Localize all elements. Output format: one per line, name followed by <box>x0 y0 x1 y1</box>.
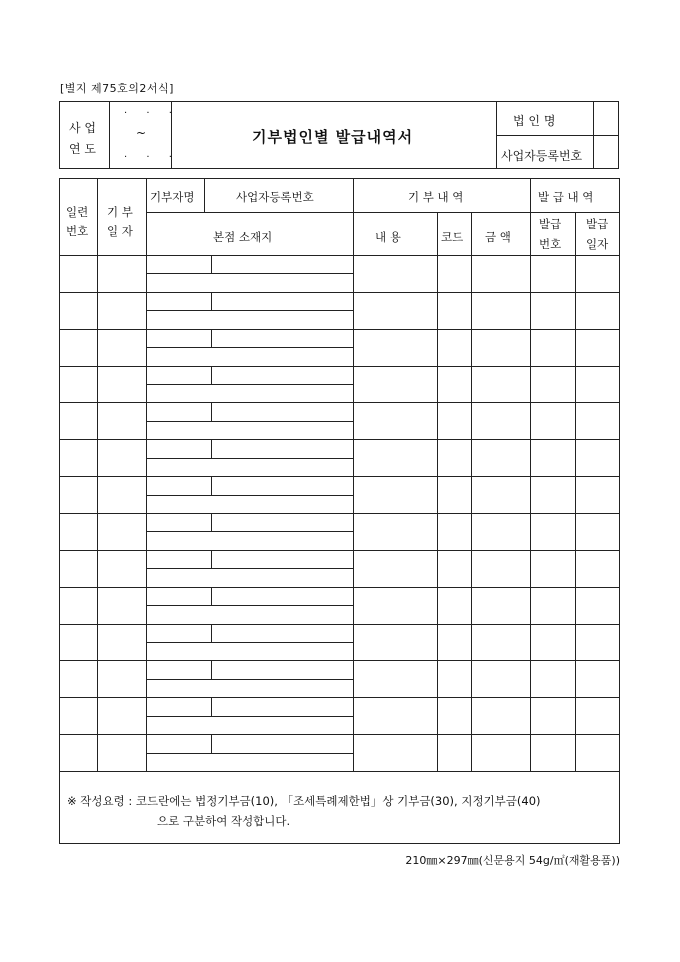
donor-cell-divider <box>211 292 212 310</box>
table-row[interactable] <box>60 550 620 587</box>
biz-reg-field[interactable] <box>595 136 679 169</box>
row-divider <box>60 292 620 293</box>
col-head-office: 본점 소재지 <box>213 230 273 244</box>
donor-cell-divider <box>211 439 212 457</box>
donor-cell-divider <box>211 402 212 420</box>
end-date-dots: · · · <box>124 152 180 163</box>
row-divider <box>60 697 620 698</box>
donor-cell-divider <box>211 550 212 568</box>
row-divider <box>60 660 620 661</box>
col-donor-name: 기부자명 <box>150 190 195 204</box>
row-subdivider <box>146 716 353 717</box>
row-subdivider <box>146 605 353 606</box>
donor-cell-divider <box>211 513 212 531</box>
col-divider <box>204 179 205 212</box>
table-row[interactable] <box>60 402 620 439</box>
donor-cell-divider <box>211 697 212 715</box>
document-title: 기부법인별 발급내역서 <box>252 128 414 146</box>
row-divider <box>60 366 620 367</box>
table-row[interactable] <box>60 660 620 697</box>
col-content: 내 용 <box>375 230 401 244</box>
row-divider <box>60 439 620 440</box>
row-subdivider <box>146 679 353 680</box>
donor-cell-divider <box>211 329 212 347</box>
group-issuance: 발 급 내 역 <box>538 190 594 204</box>
row-divider <box>60 587 620 588</box>
year-label-cell <box>60 102 110 168</box>
donor-cell-divider <box>211 734 212 752</box>
row-divider <box>60 550 620 551</box>
corp-name-label: 법 인 명 <box>513 114 556 128</box>
row-subdivider <box>146 568 353 569</box>
row-subdivider <box>146 273 353 274</box>
row-subdivider <box>146 310 353 311</box>
table-row[interactable] <box>60 476 620 513</box>
form-number-label: [별지 제75호의2서식] <box>60 82 174 95</box>
row-subdivider <box>146 642 353 643</box>
table-body <box>60 255 620 771</box>
biz-reg-label: 사업자등록번호 <box>501 149 583 163</box>
row-divider <box>60 734 620 735</box>
group-donation: 기 부 내 역 <box>408 190 464 204</box>
col-date-bottom: 일 자 <box>107 224 133 238</box>
col-code: 코드 <box>441 230 464 244</box>
row-subdivider <box>146 531 353 532</box>
instruction-line-1: ※ 작성요령 : 코드란에는 법정기부금(10), 「조세특례제한법」상 기부금(30), 지정기부금(40) <box>67 794 541 808</box>
row-subdivider <box>146 495 353 496</box>
row-divider <box>60 624 620 625</box>
table-row[interactable] <box>60 513 620 550</box>
paper-spec: 210㎜×297㎜(신문용지 54g/㎡(재활용품)) <box>405 854 620 867</box>
donor-cell-divider <box>211 587 212 605</box>
col-issue-no-top: 발급 <box>539 217 562 231</box>
header-subline <box>146 212 620 213</box>
year-range-cell[interactable] <box>110 102 180 168</box>
row-subdivider <box>146 753 353 754</box>
row-divider <box>60 402 620 403</box>
table-row[interactable] <box>60 255 620 292</box>
row-subdivider <box>146 458 353 459</box>
date-tilde: ~ <box>136 126 147 140</box>
col-amount: 금 액 <box>485 230 511 244</box>
donor-cell-divider <box>211 476 212 494</box>
table-row[interactable] <box>60 439 620 476</box>
donor-cell-divider <box>211 255 212 273</box>
row-subdivider <box>146 421 353 422</box>
corp-name-field[interactable] <box>595 102 679 135</box>
row-divider <box>60 329 620 330</box>
col-serial-bottom: 번호 <box>66 224 89 238</box>
table-row[interactable] <box>60 292 620 329</box>
col-issue-date-bottom: 일자 <box>586 237 609 251</box>
form-header <box>59 101 619 169</box>
row-subdivider <box>146 347 353 348</box>
table-row[interactable] <box>60 366 620 403</box>
start-date-dots: · · · <box>124 108 180 119</box>
year-label-bottom: 연 도 <box>69 142 96 156</box>
instruction-line-2: 으로 구분하여 작성합니다. <box>157 814 291 828</box>
row-divider <box>60 513 620 514</box>
col-issue-date-top: 발급 <box>586 217 609 231</box>
col-donor-bizreg: 사업자등록번호 <box>236 190 314 204</box>
table-row[interactable] <box>60 697 620 734</box>
row-divider <box>60 476 620 477</box>
note-divider <box>60 771 620 772</box>
table-row[interactable] <box>60 734 620 771</box>
col-serial-top: 일련 <box>66 205 89 219</box>
donor-cell-divider <box>211 660 212 678</box>
title-cell <box>172 102 497 168</box>
donor-cell-divider <box>211 366 212 384</box>
table-row[interactable] <box>60 587 620 624</box>
year-label-top: 사 업 <box>69 121 96 135</box>
writing-instructions <box>67 791 541 831</box>
issuance-table <box>59 178 620 844</box>
table-row[interactable] <box>60 329 620 366</box>
table-row[interactable] <box>60 624 620 661</box>
row-subdivider <box>146 384 353 385</box>
col-issue-no-bottom: 번호 <box>539 237 562 251</box>
col-date-top: 기 부 <box>107 205 133 219</box>
donor-cell-divider <box>211 624 212 642</box>
